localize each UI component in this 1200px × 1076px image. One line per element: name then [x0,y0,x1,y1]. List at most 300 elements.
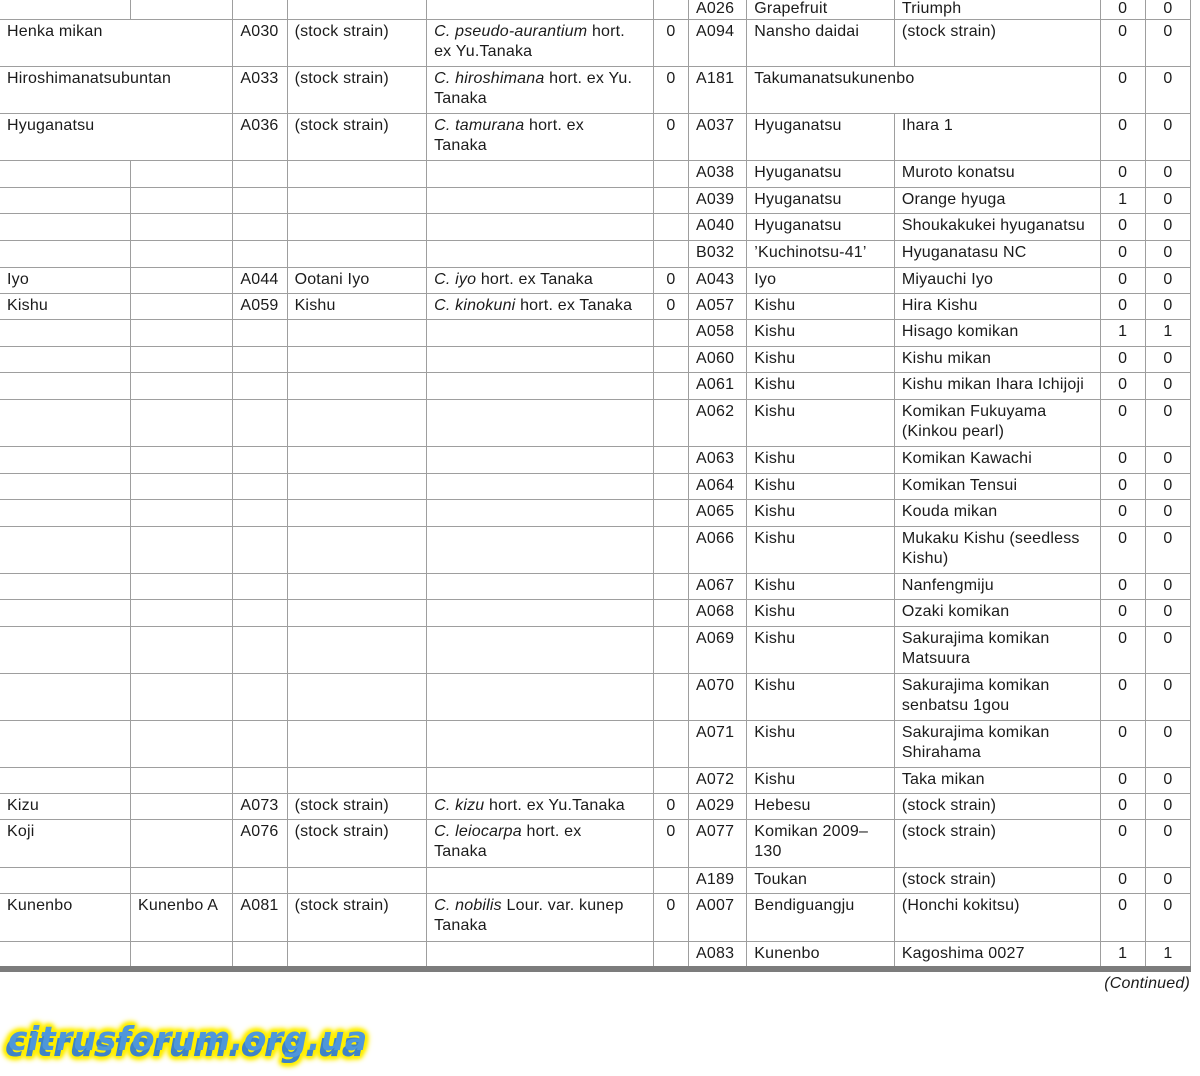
cell-right-count-2: 0 [1145,268,1190,294]
cell-right-count-2: 0 [1145,794,1190,820]
cell-right-count-1: 0 [1100,527,1145,574]
cell-right-name: Kishu [747,768,895,794]
cell-left-strain: Ootani Iyo [287,268,427,294]
cell-left-species: C. pseudo-aurantium hort. ex Yu.Tanaka [427,20,654,67]
cell-left-subname [130,294,232,320]
cell-left-name: Henka mikan [0,20,233,67]
cell-right-accession: A038 [689,161,747,188]
cell-left-accession [233,188,287,214]
cell-left-subname [130,820,232,868]
cell-right-accession: A040 [689,214,747,241]
cell-left-subname [130,161,232,188]
cell-right-count-1: 0 [1100,241,1145,268]
cell-left-subname: Kunenbo A [130,894,232,942]
cell-right-cultivar: Komikan Fukuyama (Kinkou pearl) [894,400,1100,447]
cell-right-accession: A083 [689,942,747,968]
cell-right-count-1: 0 [1100,268,1145,294]
cell-left-species [427,600,654,627]
cell-left-accession [233,768,287,794]
cell-left-species [427,500,654,527]
continued-label: (Continued) [1104,975,1190,992]
cell-right-accession: A066 [689,527,747,574]
cell-right-accession: A094 [689,20,747,67]
cell-left-species: C. tamurana hort. ex Tanaka [427,114,654,161]
cell-right-name: Bendiguangju [747,894,895,942]
cell-right-name: Hyuganatsu [747,161,895,188]
cell-left-count [653,627,688,674]
cell-left-count [653,868,688,894]
cell-right-name: Grapefruit [747,0,895,20]
cell-right-count-1: 1 [1100,320,1145,347]
cell-left-species [427,0,654,20]
cell-right-accession: A061 [689,373,747,400]
cell-right-count-2: 0 [1145,67,1190,114]
table-row [0,627,1191,674]
cell-right-accession: A039 [689,188,747,214]
table-row [0,294,1191,320]
cell-right-cultivar: Triumph [894,0,1100,20]
cell-left-strain: (stock strain) [287,114,427,161]
table-row [0,114,1191,161]
cell-right-name: Kishu [747,600,895,627]
cell-left-count [653,500,688,527]
cell-left-subname [130,373,232,400]
cell-right-name: Nansho daidai [747,20,895,67]
cell-left-name [0,0,130,20]
cell-left-strain [287,320,427,347]
cell-right-name: Kishu [747,474,895,500]
cell-right-count-2: 0 [1145,294,1190,320]
cell-left-strain [287,574,427,600]
cell-right-accession: A063 [689,447,747,474]
cell-left-accession [233,400,287,447]
cell-right-cultivar: Sakurajima komikan Matsuura [894,627,1100,674]
cell-left-strain: (stock strain) [287,894,427,942]
cell-right-cultivar: Komikan Tensui [894,474,1100,500]
cell-left-name [0,214,130,241]
cell-left-name: Kishu [0,294,130,320]
cell-right-name: Kishu [747,674,895,721]
cell-right-name: Hyuganatsu [747,188,895,214]
table-row [0,373,1191,400]
cell-left-species: C. iyo hort. ex Tanaka [427,268,654,294]
cell-left-count: 0 [653,894,688,942]
cell-right-accession: A068 [689,600,747,627]
cell-left-species: C. kizu hort. ex Yu.Tanaka [427,794,654,820]
cell-left-strain [287,768,427,794]
table-row [0,820,1191,868]
cell-left-subname [130,600,232,627]
table-row [0,894,1191,942]
cell-right-accession: A060 [689,347,747,373]
cell-right-cultivar: Hisago komikan [894,320,1100,347]
cell-left-subname [130,768,232,794]
cell-left-name [0,574,130,600]
cell-left-subname [130,400,232,447]
cell-left-species [427,347,654,373]
cell-left-name [0,447,130,474]
cell-right-count-1: 0 [1100,67,1145,114]
cell-right-name: Kishu [747,627,895,674]
cell-right-cultivar: (stock strain) [894,20,1100,67]
cell-left-count [653,214,688,241]
cell-left-accession [233,0,287,20]
cell-right-cultivar: Mukaku Kishu (seedless Kishu) [894,527,1100,574]
cell-right-name: Kishu [747,527,895,574]
cell-left-count [653,373,688,400]
cell-right-count-1: 0 [1100,868,1145,894]
cell-right-name: Takumanatsukunenbo [747,67,1100,114]
cell-right-count-2: 0 [1145,400,1190,447]
cell-left-strain: Kishu [287,294,427,320]
cell-left-name [0,241,130,268]
cell-right-name: Kishu [747,400,895,447]
cell-left-name [0,373,130,400]
cell-left-subname [130,627,232,674]
cell-left-strain [287,447,427,474]
cell-right-cultivar: Orange hyuga [894,188,1100,214]
cell-right-cultivar: Sakurajima komikan senbatsu 1gou [894,674,1100,721]
cell-left-accession [233,373,287,400]
cell-right-count-1: 0 [1100,373,1145,400]
cell-right-name: Kishu [747,447,895,474]
cell-right-name: Hyuganatsu [747,214,895,241]
cell-right-accession: A189 [689,868,747,894]
cell-left-species [427,768,654,794]
cell-left-subname [130,942,232,968]
cell-left-subname [130,214,232,241]
table-row [0,768,1191,794]
cell-left-species: C. leiocarpa hort. ex Tanaka [427,820,654,868]
cell-left-strain [287,500,427,527]
cell-right-name: Hebesu [747,794,895,820]
cell-left-name: Koji [0,820,130,868]
cell-right-cultivar: Kagoshima 0027 [894,942,1100,968]
cell-right-accession: A043 [689,268,747,294]
cell-left-name [0,627,130,674]
cell-left-accession: A081 [233,894,287,942]
cell-right-count-2: 0 [1145,241,1190,268]
cell-right-name: Kishu [747,347,895,373]
cell-left-count [653,527,688,574]
cell-right-count-2: 0 [1145,474,1190,500]
cell-left-strain [287,0,427,20]
table-row [0,447,1191,474]
cell-right-count-1: 0 [1100,894,1145,942]
table-row [0,600,1191,627]
cell-right-count-1: 0 [1100,214,1145,241]
cell-right-cultivar: Taka mikan [894,768,1100,794]
cell-left-species [427,674,654,721]
cell-right-cultivar: Miyauchi Iyo [894,268,1100,294]
cell-right-count-1: 1 [1100,942,1145,968]
cell-right-cultivar: Kouda mikan [894,500,1100,527]
cell-right-count-2: 0 [1145,214,1190,241]
cell-left-name [0,942,130,968]
cell-right-accession: A071 [689,721,747,768]
cell-left-count [653,400,688,447]
cell-left-subname [130,574,232,600]
cell-left-accession [233,474,287,500]
cell-right-cultivar: Ozaki komikan [894,600,1100,627]
cell-right-name: Toukan [747,868,895,894]
cell-right-count-1: 0 [1100,161,1145,188]
table-row [0,721,1191,768]
cell-left-subname [130,320,232,347]
cell-left-count [653,674,688,721]
cell-left-name [0,347,130,373]
cell-left-count: 0 [653,794,688,820]
table-row [0,942,1191,968]
cell-left-species [427,373,654,400]
cell-left-accession [233,320,287,347]
cell-right-accession: A077 [689,820,747,868]
cell-left-count: 0 [653,294,688,320]
cell-left-strain [287,600,427,627]
cell-left-subname [130,188,232,214]
cell-left-subname [130,447,232,474]
cell-right-count-2: 1 [1145,942,1190,968]
cell-left-species [427,721,654,768]
cell-left-strain [287,527,427,574]
cell-right-cultivar: Sakurajima komikan Shirahama [894,721,1100,768]
cell-right-accession: A007 [689,894,747,942]
cell-left-subname [130,794,232,820]
cell-left-count [653,768,688,794]
cell-left-strain [287,674,427,721]
cell-left-accession [233,627,287,674]
cell-left-accession [233,674,287,721]
cell-left-accession [233,600,287,627]
cell-left-subname [130,721,232,768]
cell-left-subname [130,241,232,268]
cell-left-species [427,320,654,347]
cell-left-accession [233,447,287,474]
cell-left-species [427,447,654,474]
cell-left-accession [233,347,287,373]
cell-left-species [427,400,654,447]
cell-right-count-2: 0 [1145,820,1190,868]
cell-right-count-2: 0 [1145,188,1190,214]
table-row [0,188,1191,214]
cell-left-strain [287,188,427,214]
cell-right-cultivar: Nanfengmiju [894,574,1100,600]
cell-left-accession: A076 [233,820,287,868]
cell-right-accession: A064 [689,474,747,500]
cell-right-count-2: 0 [1145,721,1190,768]
cell-right-accession: A065 [689,500,747,527]
table-row [0,67,1191,114]
cell-left-accession [233,214,287,241]
table-row [0,320,1191,347]
cell-right-accession: A070 [689,674,747,721]
table-row [0,500,1191,527]
cell-left-count: 0 [653,20,688,67]
cell-left-species [427,474,654,500]
table-row [0,161,1191,188]
cell-left-subname [130,268,232,294]
table-row [0,347,1191,373]
cell-right-count-1: 0 [1100,294,1145,320]
cell-left-accession [233,527,287,574]
cell-left-name [0,500,130,527]
cell-right-count-2: 0 [1145,527,1190,574]
cell-left-strain [287,627,427,674]
cell-right-count-1: 0 [1100,820,1145,868]
cell-right-name: Komikan 2009–130 [747,820,895,868]
cell-right-count-2: 0 [1145,0,1190,20]
cell-left-species [427,868,654,894]
cell-left-strain [287,721,427,768]
cell-right-count-2: 0 [1145,161,1190,188]
cell-right-accession: A069 [689,627,747,674]
cell-left-count [653,241,688,268]
cell-left-name [0,188,130,214]
cell-left-strain [287,373,427,400]
cell-left-strain [287,474,427,500]
cell-left-count [653,721,688,768]
cell-left-count: 0 [653,114,688,161]
cell-right-cultivar: Hira Kishu [894,294,1100,320]
cell-left-name: Iyo [0,268,130,294]
cell-left-species [427,527,654,574]
cell-right-count-2: 0 [1145,114,1190,161]
cell-left-accession: A033 [233,67,287,114]
cell-right-name: Kunenbo [747,942,895,968]
cell-left-species: C. kinokuni hort. ex Tanaka [427,294,654,320]
cell-right-count-1: 0 [1100,600,1145,627]
cell-left-subname [130,868,232,894]
cell-left-name [0,474,130,500]
cell-right-name: Kishu [747,294,895,320]
cell-left-name [0,161,130,188]
cell-left-count: 0 [653,268,688,294]
table-row [0,268,1191,294]
cell-right-cultivar: Kishu mikan [894,347,1100,373]
cell-left-accession: A030 [233,20,287,67]
cell-right-accession: A062 [689,400,747,447]
cell-right-accession: B032 [689,241,747,268]
table-bottom-rule [0,966,1191,972]
cell-left-species [427,214,654,241]
cell-right-count-1: 0 [1100,400,1145,447]
cell-right-cultivar: Muroto konatsu [894,161,1100,188]
cell-right-accession: A029 [689,794,747,820]
cell-left-accession: A059 [233,294,287,320]
cell-right-count-1: 0 [1100,474,1145,500]
cell-right-count-2: 0 [1145,20,1190,67]
cell-left-species [427,241,654,268]
cell-left-name [0,400,130,447]
cell-left-subname [130,0,232,20]
cell-right-count-1: 0 [1100,500,1145,527]
cell-right-cultivar: Ihara 1 [894,114,1100,161]
cell-right-count-1: 0 [1100,114,1145,161]
cell-left-accession: A073 [233,794,287,820]
table-row [0,527,1191,574]
cell-right-count-2: 0 [1145,600,1190,627]
cell-left-count [653,0,688,20]
table-row [0,474,1191,500]
cell-left-name [0,721,130,768]
cell-left-count [653,320,688,347]
cell-left-name: Hyuganatsu [0,114,233,161]
cell-left-name [0,768,130,794]
cell-left-strain: (stock strain) [287,794,427,820]
cell-left-count [653,347,688,373]
cell-left-strain [287,161,427,188]
cell-left-count [653,161,688,188]
cell-left-accession [233,241,287,268]
cell-right-accession: A057 [689,294,747,320]
cell-left-strain [287,400,427,447]
cell-left-strain [287,241,427,268]
cell-right-accession: A181 [689,67,747,114]
cell-left-strain [287,868,427,894]
cell-left-count [653,188,688,214]
cell-left-count [653,574,688,600]
cell-right-count-2: 0 [1145,347,1190,373]
cell-right-count-2: 0 [1145,447,1190,474]
cell-right-count-2: 0 [1145,894,1190,942]
table-row [0,868,1191,894]
cell-left-accession [233,942,287,968]
cell-left-count [653,474,688,500]
cell-left-strain: (stock strain) [287,20,427,67]
table-row [0,0,1191,20]
cell-right-cultivar: Komikan Kawachi [894,447,1100,474]
cell-left-strain [287,347,427,373]
cell-right-name: Iyo [747,268,895,294]
cell-left-species: C. nobilis Lour. var. kunep Tanaka [427,894,654,942]
table-row [0,214,1191,241]
cell-right-count-2: 0 [1145,574,1190,600]
cell-left-subname [130,347,232,373]
cell-right-accession: A058 [689,320,747,347]
table-row [0,794,1191,820]
cell-right-name: Kishu [747,373,895,400]
cell-right-count-1: 0 [1100,447,1145,474]
cell-right-name: Hyuganatsu [747,114,895,161]
cell-left-name [0,600,130,627]
cell-left-name [0,674,130,721]
cell-left-name [0,868,130,894]
cell-right-name: Kishu [747,721,895,768]
table-row [0,400,1191,447]
watermark-citrusforum: citrusforum.org.ua [8,1019,368,1058]
table-row [0,20,1191,67]
table-row [0,574,1191,600]
cell-left-count: 0 [653,67,688,114]
cell-left-name: Kunenbo [0,894,130,942]
cell-left-accession: A044 [233,268,287,294]
cell-left-count [653,942,688,968]
cell-right-name: ’Kuchinotsu-41’ [747,241,895,268]
cell-right-name: Kishu [747,574,895,600]
cell-right-accession: A067 [689,574,747,600]
cell-left-species: C. hiroshimana hort. ex Yu. Tanaka [427,67,654,114]
cell-right-count-2: 0 [1145,627,1190,674]
cell-left-accession [233,868,287,894]
cell-right-cultivar: Hyuganatasu NC [894,241,1100,268]
cell-left-strain: (stock strain) [287,820,427,868]
cell-right-name: Kishu [747,320,895,347]
cell-right-cultivar: Shoukakukei hyuganatsu [894,214,1100,241]
cell-right-count-2: 1 [1145,320,1190,347]
cell-right-count-1: 0 [1100,0,1145,20]
cell-left-accession [233,500,287,527]
cell-right-count-2: 0 [1145,868,1190,894]
